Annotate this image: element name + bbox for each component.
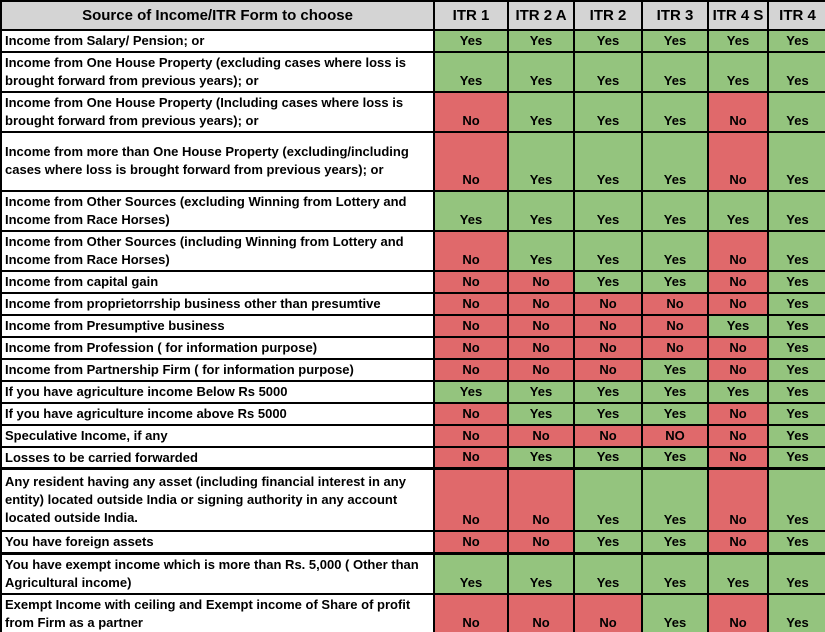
table-row <box>1 337 825 359</box>
cell-itr-2-yes: Yes <box>574 52 642 92</box>
cell-itr-3-no: No <box>642 315 708 337</box>
column-header-itr-4: ITR 4 <box>768 1 825 30</box>
column-header-itr-2-a: ITR 2 A <box>508 1 574 30</box>
cell-itr-3-yes: Yes <box>642 531 708 553</box>
row-label: If you have agriculture income above Rs 5000 <box>1 403 434 425</box>
table-title: Source of Income/ITR Form to choose <box>1 1 434 30</box>
cell-itr-3-yes: Yes <box>642 403 708 425</box>
cell-itr-2-a-yes: Yes <box>508 403 574 425</box>
cell-itr-4-yes: Yes <box>768 553 825 593</box>
cell-itr-3-yes: Yes <box>642 359 708 381</box>
cell-itr-1-no: No <box>434 425 508 447</box>
table-row <box>1 30 825 52</box>
cell-itr-1-no: No <box>434 531 508 553</box>
cell-itr-2-yes: Yes <box>574 92 642 132</box>
table-row <box>1 381 825 403</box>
cell-itr-3-yes: Yes <box>642 92 708 132</box>
cell-itr-2-a-no: No <box>508 594 574 632</box>
cell-itr-4-s-no: No <box>708 359 768 381</box>
cell-itr-2-no: No <box>574 425 642 447</box>
cell-itr-2-a-yes: Yes <box>508 52 574 92</box>
row-label: Income from more than One House Property (excluding/including cases where loss is brought forward from previous years); or <box>1 132 434 191</box>
cell-itr-4-s-yes: Yes <box>708 315 768 337</box>
cell-itr-3-yes: Yes <box>642 469 708 531</box>
cell-itr-2-a-no: No <box>508 469 574 531</box>
cell-itr-4-yes: Yes <box>768 337 825 359</box>
cell-itr-2-a-no: No <box>508 293 574 315</box>
cell-itr-1-no: No <box>434 359 508 381</box>
cell-itr-4-yes: Yes <box>768 425 825 447</box>
cell-itr-2-a-no: No <box>508 359 574 381</box>
cell-itr-4-s-no: No <box>708 425 768 447</box>
cell-itr-2-no: No <box>574 293 642 315</box>
cell-itr-1-no: No <box>434 315 508 337</box>
column-header-itr-4-s: ITR 4 S <box>708 1 768 30</box>
cell-itr-2-yes: Yes <box>574 469 642 531</box>
header-row <box>1 1 825 30</box>
cell-itr-2-yes: Yes <box>574 191 642 231</box>
cell-itr-4-s-no: No <box>708 447 768 469</box>
cell-itr-1-yes: Yes <box>434 553 508 593</box>
cell-itr-2-a-yes: Yes <box>508 381 574 403</box>
table-row <box>1 553 825 593</box>
cell-itr-4-yes: Yes <box>768 594 825 632</box>
row-label: Income from One House Property (excluding cases where loss is brought forward from previous years); or <box>1 52 434 92</box>
cell-itr-1-no: No <box>434 403 508 425</box>
table-row <box>1 403 825 425</box>
cell-itr-3-yes: Yes <box>642 30 708 52</box>
cell-itr-4-yes: Yes <box>768 447 825 469</box>
cell-itr-2-a-no: No <box>508 531 574 553</box>
column-header-itr-1: ITR 1 <box>434 1 508 30</box>
cell-itr-3-yes: Yes <box>642 594 708 632</box>
row-label: You have exempt income which is more than Rs. 5,000 ( Other than Agricultural income) <box>1 553 434 593</box>
cell-itr-3-yes: Yes <box>642 271 708 293</box>
cell-itr-4-s-yes: Yes <box>708 52 768 92</box>
table-row <box>1 271 825 293</box>
cell-itr-3-yes: Yes <box>642 447 708 469</box>
cell-itr-1-no: No <box>434 132 508 191</box>
cell-itr-3-yes: Yes <box>642 52 708 92</box>
cell-itr-2-no: No <box>574 594 642 632</box>
table-body <box>1 30 825 632</box>
cell-itr-2-a-no: No <box>508 337 574 359</box>
cell-itr-4-yes: Yes <box>768 381 825 403</box>
table-row <box>1 315 825 337</box>
cell-itr-2-a-yes: Yes <box>508 92 574 132</box>
cell-itr-4-yes: Yes <box>768 469 825 531</box>
cell-itr-4-yes: Yes <box>768 359 825 381</box>
cell-itr-2-no: No <box>574 315 642 337</box>
cell-itr-1-yes: Yes <box>434 30 508 52</box>
cell-itr-1-no: No <box>434 293 508 315</box>
cell-itr-4-s-no: No <box>708 271 768 293</box>
cell-itr-4-s-no: No <box>708 469 768 531</box>
cell-itr-4-s-no: No <box>708 231 768 271</box>
row-label: If you have agriculture income Below Rs 5000 <box>1 381 434 403</box>
cell-itr-1-no: No <box>434 447 508 469</box>
table-row <box>1 191 825 231</box>
table-row <box>1 594 825 632</box>
cell-itr-4-yes: Yes <box>768 231 825 271</box>
cell-itr-3-no: No <box>642 337 708 359</box>
cell-itr-3-yes: Yes <box>642 191 708 231</box>
cell-itr-2-yes: Yes <box>574 553 642 593</box>
row-label: Income from proprietorrship business other than presumtive <box>1 293 434 315</box>
table-row <box>1 425 825 447</box>
row-label: Exempt Income with ceiling and Exempt income of Share of profit from Firm as a partner <box>1 594 434 632</box>
cell-itr-4-yes: Yes <box>768 52 825 92</box>
cell-itr-1-no: No <box>434 271 508 293</box>
table-row <box>1 52 825 92</box>
cell-itr-4-s-yes: Yes <box>708 191 768 231</box>
cell-itr-1-yes: Yes <box>434 381 508 403</box>
table-row <box>1 92 825 132</box>
cell-itr-1-no: No <box>434 337 508 359</box>
cell-itr-3-yes: Yes <box>642 231 708 271</box>
column-header-itr-3: ITR 3 <box>642 1 708 30</box>
cell-itr-1-no: No <box>434 469 508 531</box>
cell-itr-2-yes: Yes <box>574 381 642 403</box>
cell-itr-4-yes: Yes <box>768 271 825 293</box>
row-label: Income from One House Property (Including cases where loss is brought forward from previous years); or <box>1 92 434 132</box>
row-label: Income from Other Sources (excluding Winning from Lottery and Income from Race Horses) <box>1 191 434 231</box>
cell-itr-3-yes: Yes <box>642 381 708 403</box>
cell-itr-2-no: No <box>574 337 642 359</box>
cell-itr-2-a-yes: Yes <box>508 132 574 191</box>
cell-itr-3-yes: Yes <box>642 132 708 191</box>
cell-itr-2-a-no: No <box>508 271 574 293</box>
cell-itr-1-no: No <box>434 594 508 632</box>
cell-itr-2-a-no: No <box>508 315 574 337</box>
row-label: Income from Presumptive business <box>1 315 434 337</box>
cell-itr-4-s-no: No <box>708 132 768 191</box>
cell-itr-2-a-yes: Yes <box>508 191 574 231</box>
cell-itr-2-yes: Yes <box>574 531 642 553</box>
cell-itr-4-s-no: No <box>708 403 768 425</box>
row-label: Any resident having any asset (including financial interest in any entity) located outside India or signing authority in any account located outside India. <box>1 469 434 531</box>
cell-itr-2-a-yes: Yes <box>508 553 574 593</box>
cell-itr-2-yes: Yes <box>574 271 642 293</box>
cell-itr-4-s-yes: Yes <box>708 30 768 52</box>
cell-itr-4-s-no: No <box>708 531 768 553</box>
row-label: Income from Salary/ Pension; or <box>1 30 434 52</box>
table-row <box>1 447 825 469</box>
cell-itr-4-s-no: No <box>708 293 768 315</box>
cell-itr-3-no: NO <box>642 425 708 447</box>
table-row <box>1 531 825 553</box>
cell-itr-4-yes: Yes <box>768 531 825 553</box>
cell-itr-4-yes: Yes <box>768 30 825 52</box>
row-label: Income from Partnership Firm ( for information purpose) <box>1 359 434 381</box>
table-row <box>1 359 825 381</box>
column-header-itr-2: ITR 2 <box>574 1 642 30</box>
cell-itr-4-s-no: No <box>708 594 768 632</box>
row-label: Speculative Income, if any <box>1 425 434 447</box>
cell-itr-2-a-no: No <box>508 425 574 447</box>
cell-itr-2-yes: Yes <box>574 403 642 425</box>
table-row <box>1 132 825 191</box>
cell-itr-3-yes: Yes <box>642 553 708 593</box>
cell-itr-4-s-no: No <box>708 92 768 132</box>
cell-itr-2-yes: Yes <box>574 132 642 191</box>
table-row <box>1 231 825 271</box>
cell-itr-4-yes: Yes <box>768 293 825 315</box>
cell-itr-4-s-yes: Yes <box>708 381 768 403</box>
row-label: Income from capital gain <box>1 271 434 293</box>
cell-itr-4-yes: Yes <box>768 92 825 132</box>
cell-itr-2-no: No <box>574 359 642 381</box>
table-row <box>1 293 825 315</box>
cell-itr-4-yes: Yes <box>768 191 825 231</box>
row-label: Losses to be carried forwarded <box>1 447 434 469</box>
row-label: You have foreign assets <box>1 531 434 553</box>
cell-itr-4-yes: Yes <box>768 403 825 425</box>
cell-itr-1-yes: Yes <box>434 52 508 92</box>
cell-itr-2-yes: Yes <box>574 447 642 469</box>
table-row <box>1 469 825 531</box>
cell-itr-4-s-no: No <box>708 337 768 359</box>
cell-itr-3-no: No <box>642 293 708 315</box>
row-label: Income from Other Sources (including Winning from Lottery and Income from Race Horses) <box>1 231 434 271</box>
cell-itr-1-no: No <box>434 92 508 132</box>
cell-itr-4-s-yes: Yes <box>708 553 768 593</box>
cell-itr-2-a-yes: Yes <box>508 30 574 52</box>
cell-itr-2-a-yes: Yes <box>508 447 574 469</box>
row-label: Income from Profession ( for information purpose) <box>1 337 434 359</box>
cell-itr-1-yes: Yes <box>434 191 508 231</box>
cell-itr-2-yes: Yes <box>574 30 642 52</box>
cell-itr-4-yes: Yes <box>768 132 825 191</box>
cell-itr-1-no: No <box>434 231 508 271</box>
cell-itr-2-yes: Yes <box>574 231 642 271</box>
cell-itr-4-yes: Yes <box>768 315 825 337</box>
cell-itr-2-a-yes: Yes <box>508 231 574 271</box>
